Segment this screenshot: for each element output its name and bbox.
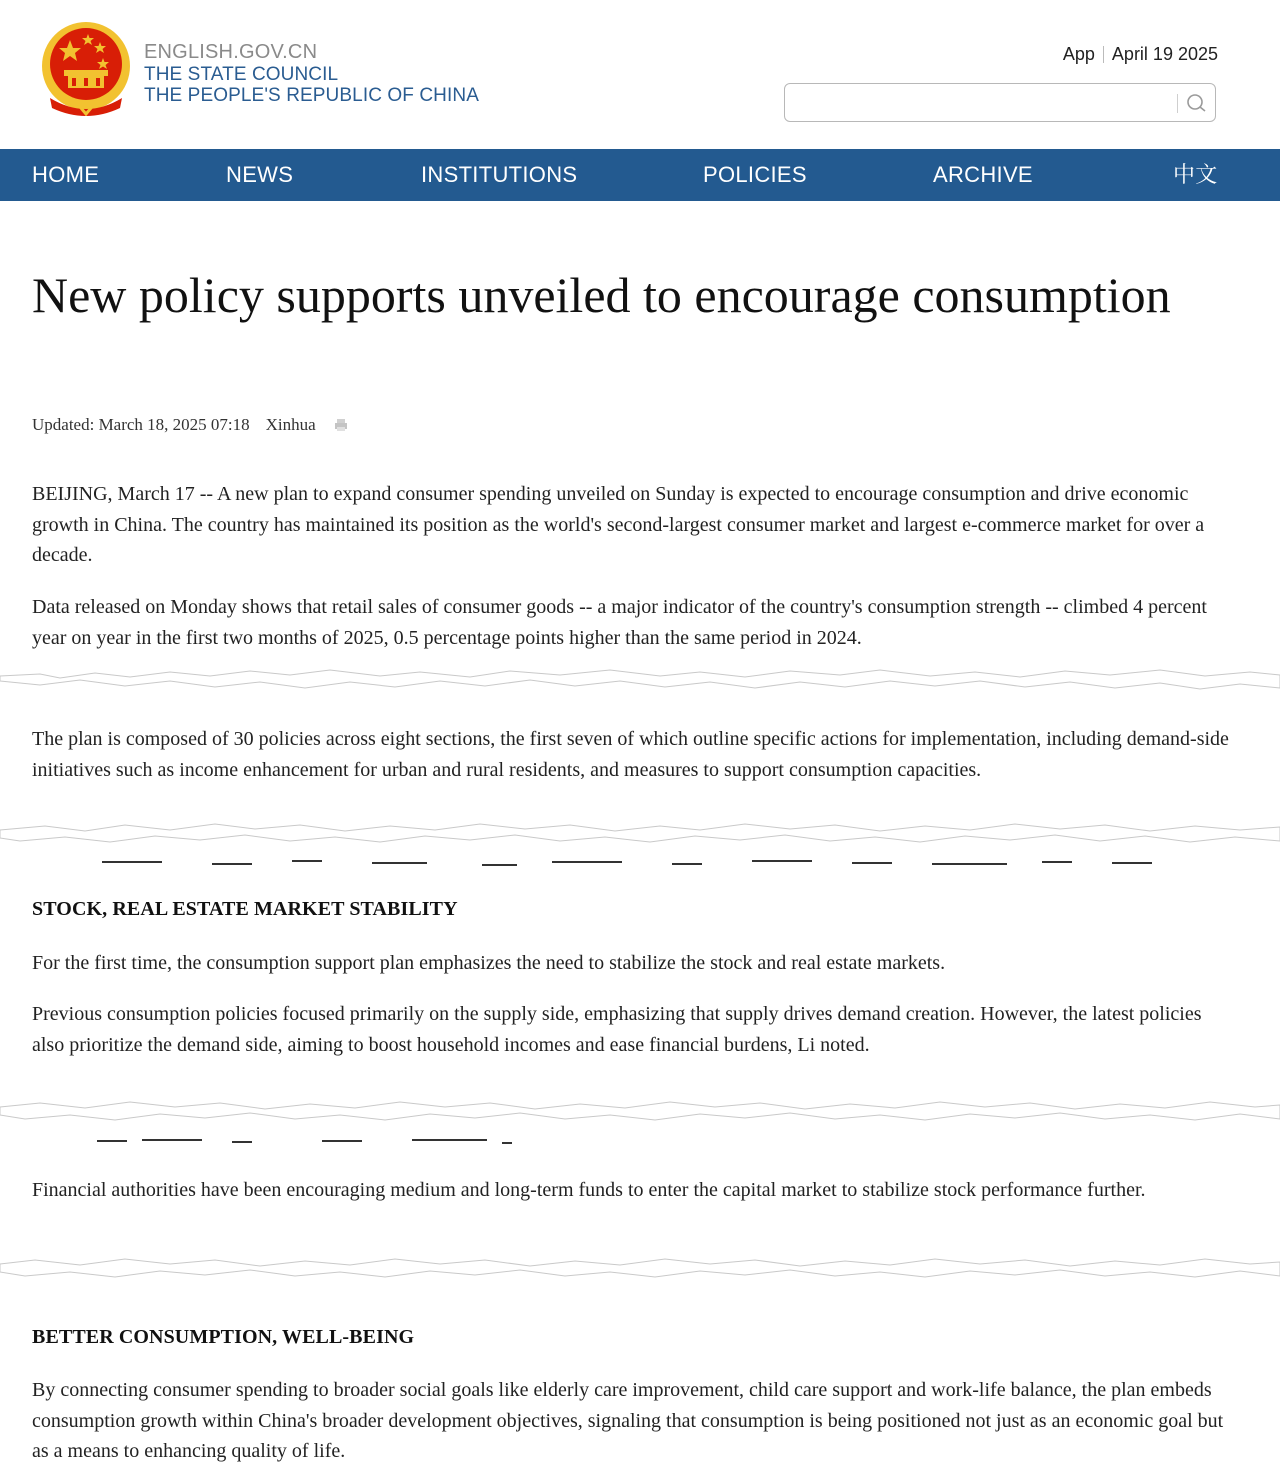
paragraph-4: For the first time, the consumption support plan emphasizes the need to stabilize the stock and real estate markets. bbox=[32, 952, 946, 974]
section-heading-stability: STOCK, REAL ESTATE MARKET STABILITY bbox=[32, 898, 458, 920]
national-emblem-icon[interactable] bbox=[40, 20, 132, 116]
torn-edge-divider bbox=[0, 662, 1280, 702]
paragraph-6: Financial authorities have been encouraging medium and long-term funds to enter the capital market to stabilize stock performance further. bbox=[32, 1179, 1146, 1201]
article-title: New policy supports unveiled to encourage consumption bbox=[32, 267, 1171, 323]
torn-edge-divider bbox=[0, 1252, 1280, 1292]
updated-time: Updated: March 18, 2025 07:18 bbox=[32, 415, 250, 434]
search-divider bbox=[1177, 94, 1178, 113]
main-nav bbox=[0, 149, 1280, 201]
nav-institutions[interactable]: INSTITUTIONS bbox=[421, 162, 578, 187]
text-fragment-remnant bbox=[32, 1136, 1232, 1150]
site-name[interactable]: ENGLISH.GOV.CN bbox=[144, 41, 318, 63]
article-meta bbox=[32, 415, 348, 435]
nav-chinese[interactable]: 中文 bbox=[1173, 162, 1218, 187]
search-icon[interactable] bbox=[1183, 90, 1211, 116]
search-box bbox=[784, 83, 1216, 122]
org-name-line2[interactable]: THE PEOPLE'S REPUBLIC OF CHINA bbox=[144, 85, 479, 106]
top-utility-bar bbox=[1063, 44, 1218, 65]
nav-archive[interactable]: ARCHIVE bbox=[933, 162, 1033, 187]
torn-edge-divider bbox=[0, 1094, 1280, 1134]
nav-policies[interactable]: POLICIES bbox=[703, 162, 807, 187]
paragraph-1: BEIJING, March 17 -- A new plan to expand consumer spending unveiled on Sunday is expected to encourage consumption and drive economic growth in China. The country has maintained its position as the world's second-largest consumer market and largest e-commerce market for over a decade. bbox=[32, 483, 1205, 566]
article-source: Xinhua bbox=[265, 415, 316, 434]
search-input[interactable] bbox=[795, 90, 1165, 116]
paragraph-5: Previous consumption policies focused primarily on the supply side, emphasizing that supply drives demand creation. However, the latest policies also prioritize the demand side, aiming to boost household incomes and ease financial burdens, Li noted. bbox=[32, 1003, 1202, 1056]
divider bbox=[1103, 46, 1104, 63]
org-name-line1[interactable]: THE STATE COUNCIL bbox=[144, 64, 339, 85]
text-fragment-remnant bbox=[32, 858, 1232, 872]
site-header bbox=[0, 0, 1280, 149]
paragraph-2: Data released on Monday shows that retail sales of consumer goods -- a major indicator of the country's consumption strength -- climbed 4 percent year on year in the first two months of 2025, 0.5 percentage points higher than the same period in 2024. bbox=[32, 596, 1207, 649]
paragraph-7: By connecting consumer spending to broader social goals like elderly care improvement, child care support and work-life balance, the plan embeds consumption growth within China's broader development objectives, signaling that consumption is being positioned not just as an economic goal but as a means to enhancing quality of life. bbox=[32, 1379, 1224, 1462]
app-link[interactable]: App bbox=[1062, 44, 1095, 64]
brand-block[interactable] bbox=[144, 40, 479, 106]
section-heading-wellbeing: BETTER CONSUMPTION, WELL-BEING bbox=[32, 1326, 415, 1348]
current-date: April 19 2025 bbox=[1111, 44, 1218, 64]
nav-news[interactable]: NEWS bbox=[226, 162, 294, 187]
paragraph-3: The plan is composed of 30 policies across eight sections, the first seven of which outline specific actions for implementation, including demand-side initiatives such as income enhancement for urban and rural residents, and measures to support consumption capacities. bbox=[32, 728, 1229, 781]
print-icon[interactable] bbox=[334, 418, 348, 432]
nav-home[interactable]: HOME bbox=[32, 162, 100, 187]
torn-edge-divider bbox=[0, 816, 1280, 856]
